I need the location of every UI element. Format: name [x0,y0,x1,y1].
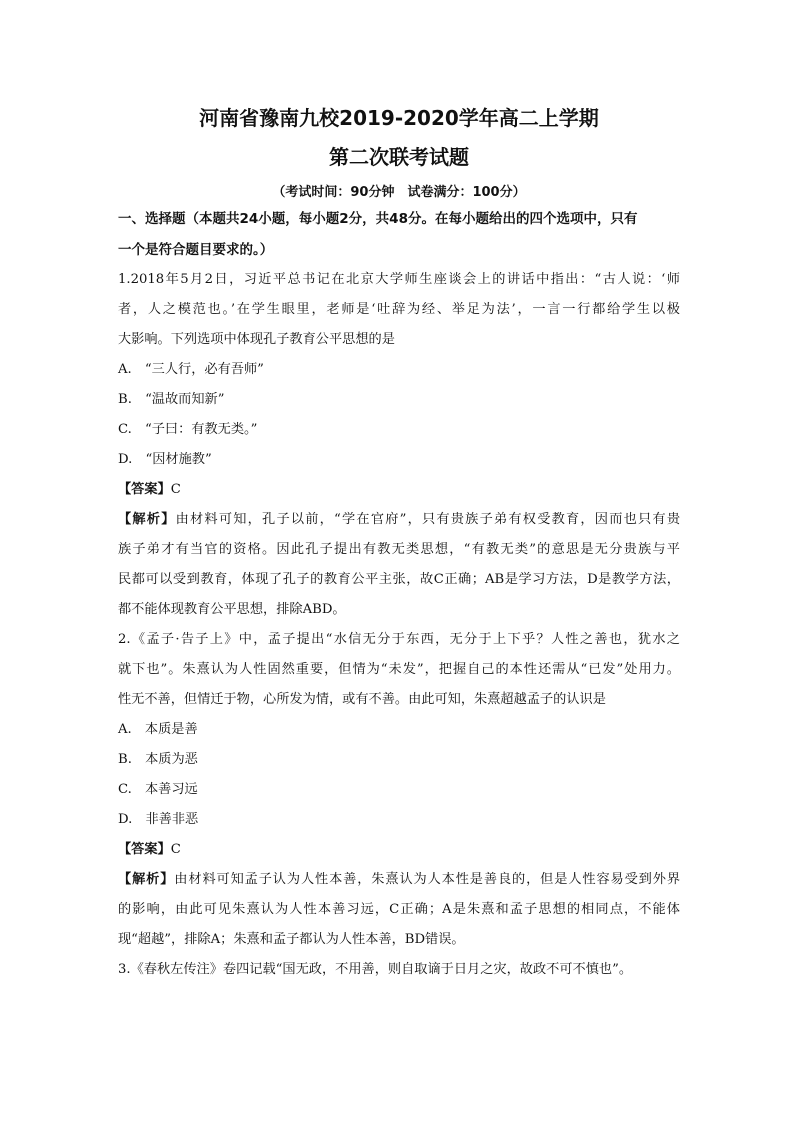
analysis-tag: 【解析】 [118,872,175,887]
answer-tag: 【答案】 [118,842,171,857]
question-1-analysis-line: 民都可以受到教育，体现了孔子的教育公平主张，故C正确；AB是学习方法，D是教学方法， [118,572,680,587]
document-title-line2: 第二次联考试题 [329,145,469,169]
question-2-option-b: B. 本质为恶 [118,752,198,767]
question-1-analysis-line: 都不能体现教育公平思想，排除ABD。 [118,602,346,617]
section-heading-line2: 一个是符合题目要求的。） [118,242,274,258]
question-1-analysis-line: 族子弟才有当官的资格。因此孔子提出有教无类思想，“有教无类”的意思是无分贵族与平 [118,542,680,557]
question-1-option-d: D. “因材施教” [118,452,212,467]
question-1 [118,265,680,625]
answer-value: C [170,482,181,497]
question-2-analysis-line [118,865,680,895]
question-1-stem-line: 1.2018年5月2日，习近平总书记在北京大学师生座谈会上的讲话中指出：“古人说：‘师 [118,272,680,287]
question-2 [118,625,680,955]
question-1-answer [118,475,680,505]
analysis-tag: 【解析】 [118,512,176,527]
question-1-stem-line: 者，人之模范也。’在学生眼里，老师是‘吐辞为经、举足为法’，一言一行都给学生以极 [118,302,680,317]
question-1-option-a: A. “三人行，必有吾师” [118,362,264,377]
document-page [118,100,680,985]
question-1-stem-line: 大影响。下列选项中体现孔子教育公平思想的是 [118,332,395,347]
answer-value: C [170,842,181,857]
question-2-stem-line: 2.《孟子·告子上》中，孟子提出“水信无分于东西，无分于上下乎？人性之善也，犹水之 [118,632,680,647]
question-2-stem-line: 就下也”。朱熹认为人性固然重要，但情为“未发”，把握自己的本性还需从“已发”处用力。 [118,662,680,677]
section-heading-line1: 一、选择题（本题共24小题，每小题2分，共48分。在每小题给出的四个选项中，只有 [118,211,638,227]
document-title-line1: 河南省豫南九校2019-2020学年高二上学期 [199,106,599,130]
question-2-answer [118,835,680,865]
question-2-analysis-line: 现“超越”，排除A；朱熹和孟子都认为人性本善，BD错误。 [118,932,465,947]
question-2-analysis-line: 的影响，由此可见朱熹认为人性本善习远，C正确；A是朱熹和孟子思想的相同点，不能体 [118,902,680,917]
exam-info: （考试时间：90分钟 试卷满分：100分） [272,185,526,200]
question-1-option-c: C. “子曰：有教无类。” [118,422,258,437]
question-1-analysis-line [118,505,680,535]
question-2-stem-line: 性无不善，但情迁于物，心所发为情，或有不善。由此可知，朱熹超越孟子的认识是 [118,692,606,707]
question-3-stem-line: 3.《春秋左传注》卷四记载“国无政，不用善，则自取谪于日月之灾，故政不可不慎也”。 [118,962,632,977]
question-2-option-d: D. 非善非恶 [118,812,199,827]
analysis-text: 由材料可知孟子认为人性本善，朱熹认为人本性是善良的，但是人性容易受到外界 [174,872,681,887]
question-2-option-c: C. 本善习远 [118,782,198,797]
analysis-text: 由材料可知，孔子以前，“学在官府”，只有贵族子弟有权受教育，因而也只有贵 [175,512,681,527]
answer-tag: 【答案】 [118,482,171,497]
question-1-option-b: B. “温故而知新” [118,392,225,407]
question-3 [118,955,680,985]
question-2-option-a: A. 本质是善 [118,722,198,737]
